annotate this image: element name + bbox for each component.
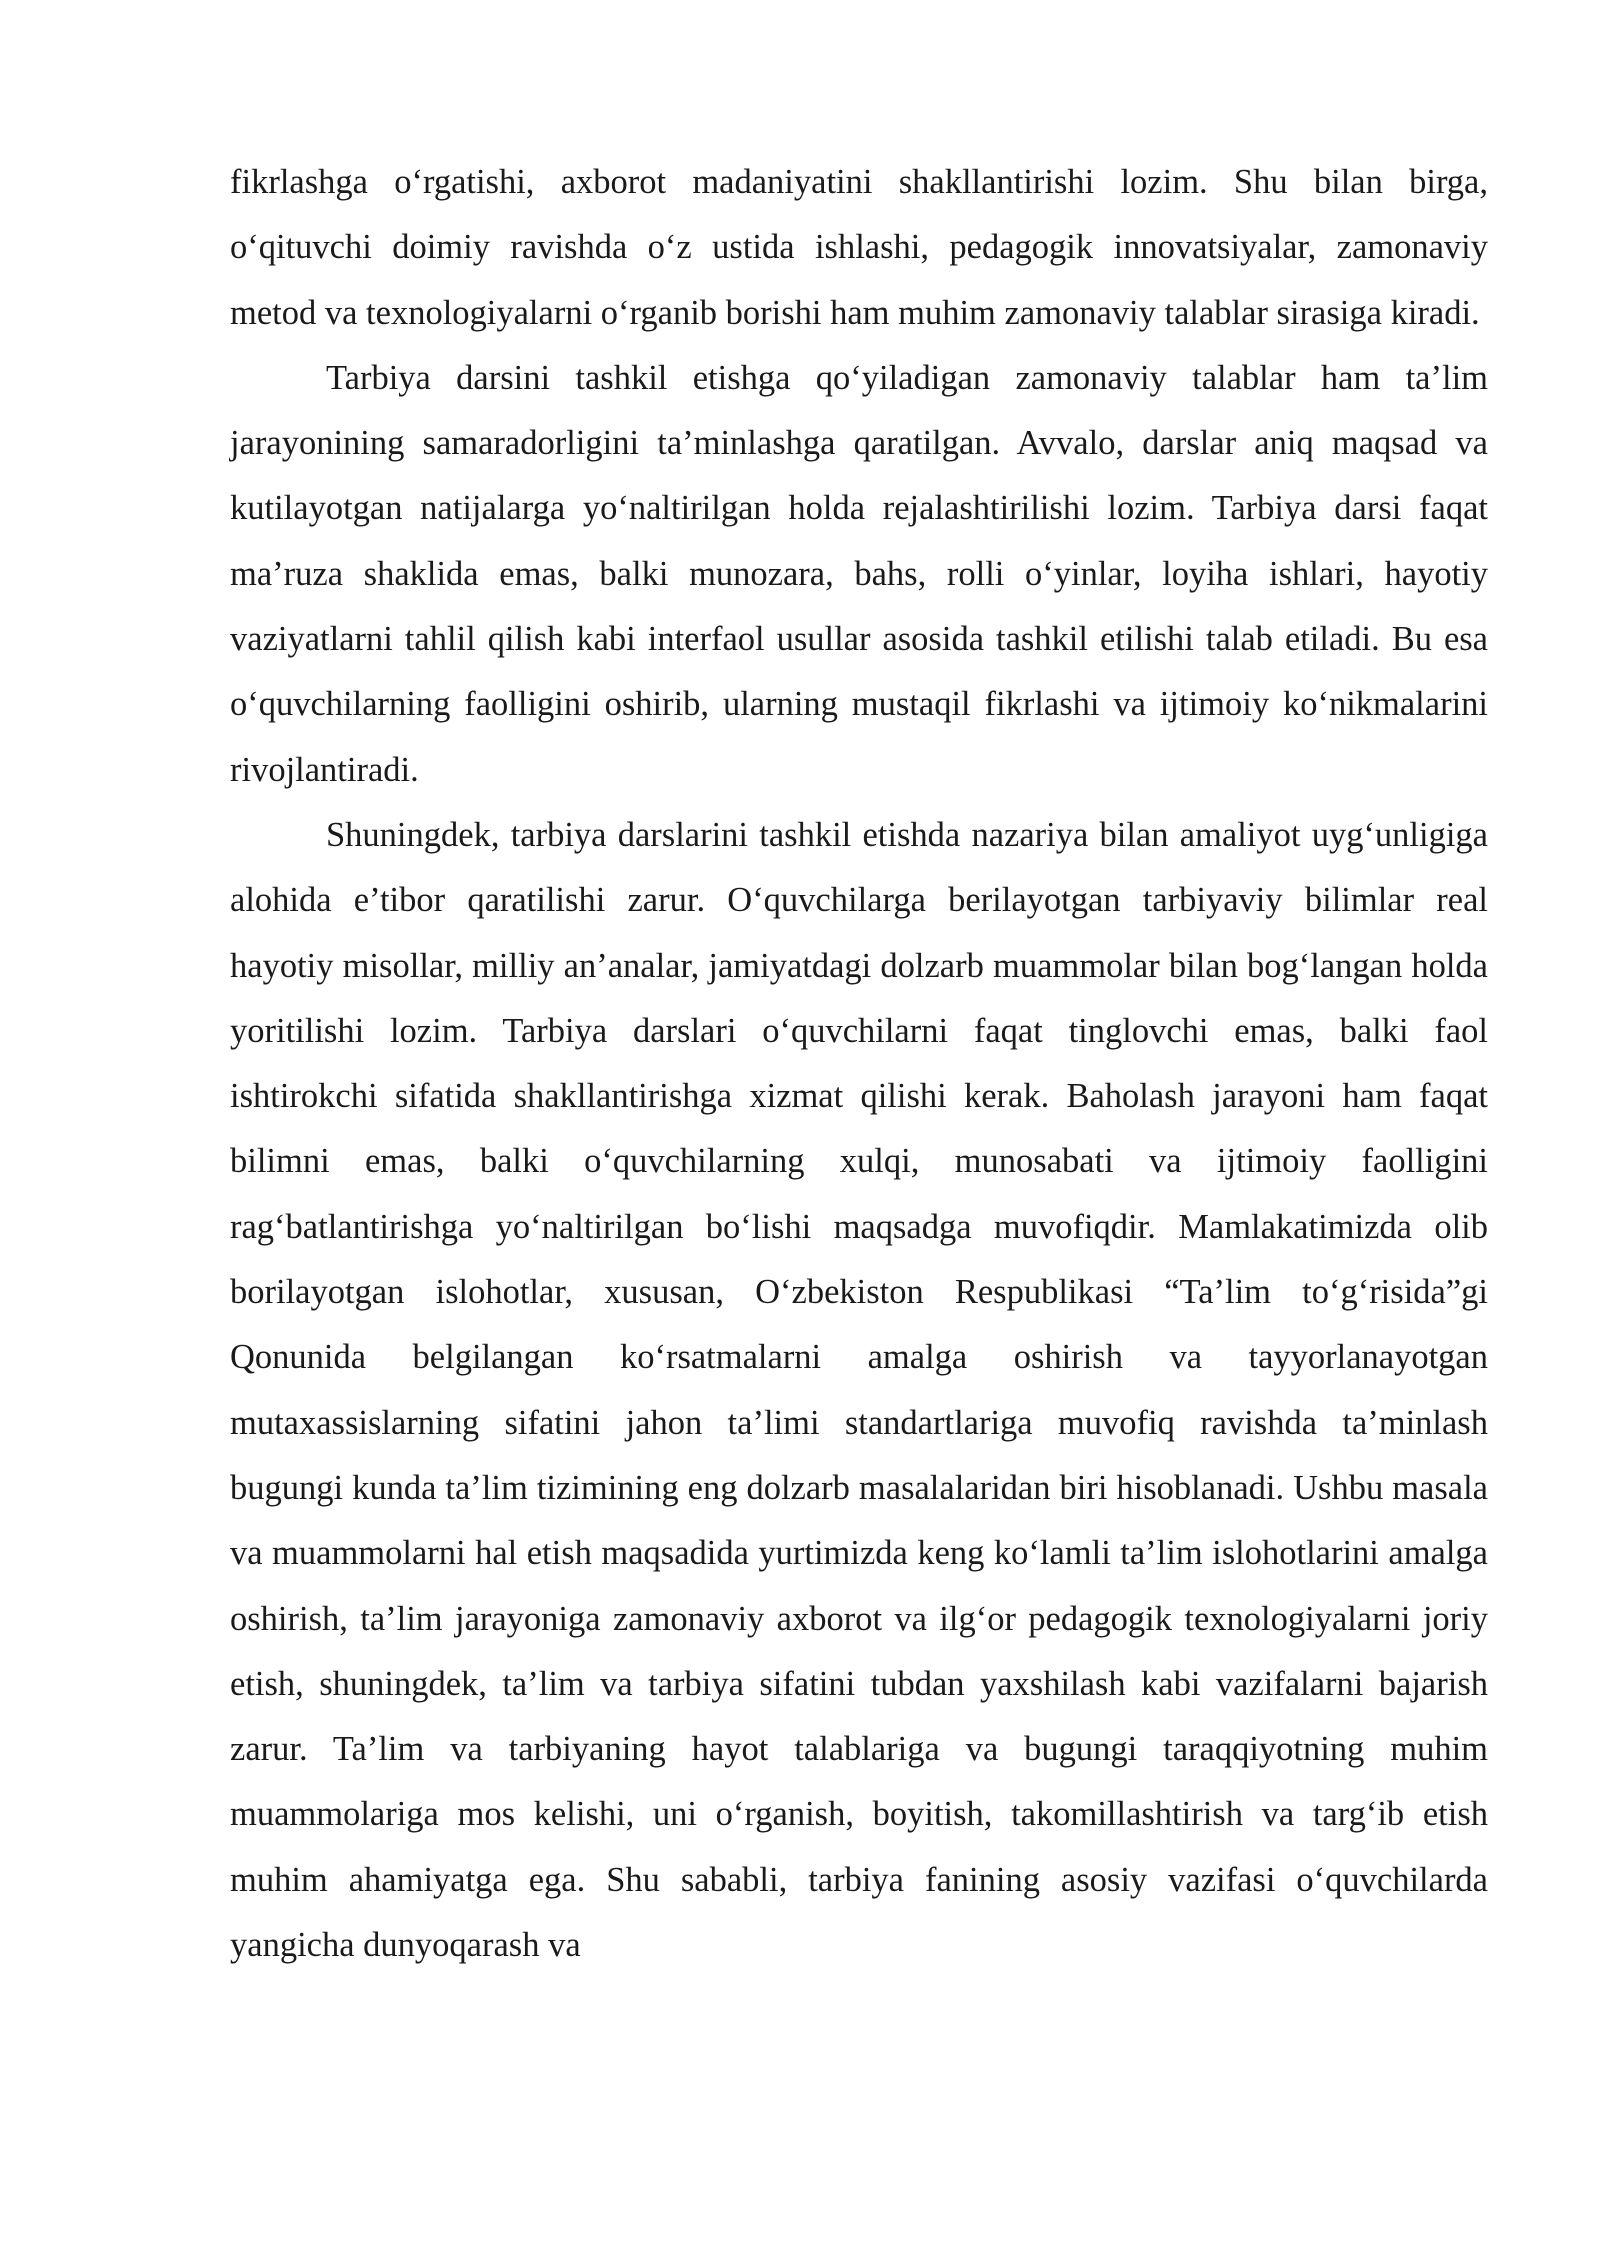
paragraph-2: Tarbiya darsini tashkil etishga qo‘yiladigan zamonaviy talablar ham ta’lim jarayonining samaradorligini ta’minlashga qaratilgan. Avvalo, darslar aniq maqsad va kutilayotgan natijalarga yo‘naltirilgan holda rejalashtirilishi lozim. Tarbiya darsi faqat ma’ruza shaklida emas, balki munozara, bahs, rolli o‘yinlar, loyiha ishlari, hayotiy vaziyatlarni tahlil qilish kabi interfaol usullar asosida tashkil etilishi talab etiladi. Bu esa o‘quvchilarning faolligini oshirib, ularning mustaqil fikrlashi va ijtimoiy ko‘nikmalarini rivojlantiradi.	[230, 358, 1488, 789]
paragraph-3: Shuningdek, tarbiya darslarini tashkil etishda nazariya bilan amaliyot uyg‘unligiga alohida e’tibor qaratilishi zarur. O‘quvchilarga berilayotgan tarbiyaviy bilimlar real hayotiy misollar, milliy an’analar, jamiyatdagi dolzarb muammolar bilan bog‘langan holda yoritilishi lozim. Tarbiya darslari o‘quvchilarni faqat tinglovchi emas, balki faol ishtirokchi sifatida shakllantirishga xizmat qilishi kerak. Baholash jarayoni ham faqat bilimni emas, balki o‘quvchilarning xulqi, munosabati va ijtimoiy faolligini rag‘batlantirishga yo‘naltirilgan bo‘lishi maqsadga muvofiqdir. Mamlakatimizda olib borilayotgan islohotlar, xususan, O‘zbekiston Respublikasi “Ta’lim to‘g‘risida”gi Qonunida belgilangan ko‘rsatmalarni amalga oshirish va tayyorlanayotgan mutaxassislarning sifatini jahon ta’limi standartlariga muvofiq ravishda ta’minlash bugungi kunda ta’lim tizimining eng dolzarb masalalaridan biri hisoblanadi. Ushbu masala va muammolarni hal etish maqsadida yurtimizda keng ko‘lamli ta’lim islohotlarini amalga oshirish, ta’lim jarayoniga zamonaviy axborot va ilg‘or pedagogik texnologiyalarni joriy etish, shuningdek, ta’lim va tarbiya sifatini tubdan yaxshilash kabi vazifalarni bajarish zarur. Ta’lim va tarbiyaning hayot talablariga va bugungi taraqqiyotning muhim muammolariga mos kelishi, uni o‘rganish, boyitish, takomillashtirish va targ‘ib etish muhim ahamiyatga ega. Shu sababli, tarbiya fanining asosiy vazifasi o‘quvchilarda yangicha dunyoqarash va	[230, 815, 1488, 1965]
paragraph-1: fikrlashga o‘rgatishi, axborot madaniyatini shakllantirishi lozim. Shu bilan birga, o‘qituvchi doimiy ravishda o‘z ustida ishlashi, pedagogik innovatsiyalar, zamonaviy metod va texnologiyalarni o‘rganib borishi ham muhim zamonaviy talablar sirasiga kiradi.	[230, 163, 1488, 332]
document-page	[230, 150, 1488, 1978]
